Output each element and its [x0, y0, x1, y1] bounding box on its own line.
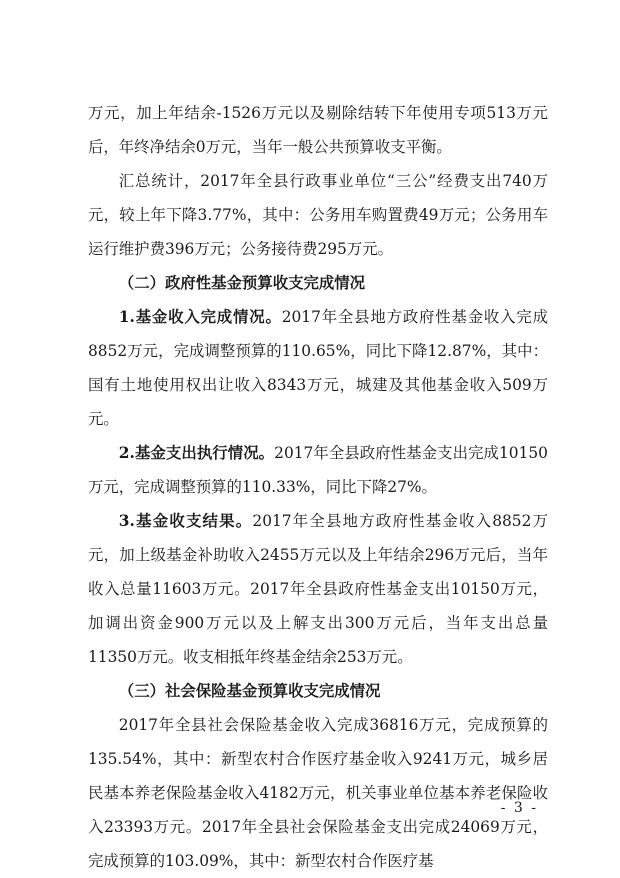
paragraph-text: 2017年全县政府性基金支出完成10150万元，完成调整预算的110.33%，同比下降27%。	[88, 444, 548, 496]
paragraph-fund-expenditure	[88, 436, 548, 504]
paragraph-text: 2017年全县地方政府性基金收入8852万元，加上级基金补助收入2455万元以及上年结余296万元后，当年收入总量11603万元。2017年全县政府性基金支出10150万元，加调出资金900万元以及上解支出300万元后，当年支出总量11350万元。收支相抵年终基金结余253万元。	[88, 512, 548, 666]
paragraph-lead: 1.基金收入完成情况。	[118, 308, 282, 326]
paragraph-carryover: 万元，加上年结余-1526万元以及剔除结转下年使用专项513万元后，年终净结余0万元，当年一般公共预算收支平衡。	[88, 104, 548, 156]
paragraph-lead: 3.基金收支结果。	[118, 512, 253, 530]
paragraph-text: 2017年全县地方政府性基金收入完成8852万元，完成调整预算的110.65%，同比下降12.87%，其中：国有土地使用权出让收入8343万元，城建及其他基金收入509万元。	[88, 308, 548, 428]
page-number: - 3 -	[500, 800, 538, 816]
document-body	[88, 96, 548, 878]
section-heading-social-insurance: （三）社会保险基金预算收支完成情况	[118, 682, 381, 700]
paragraph-social-insurance: 2017年全县社会保险基金收入完成36816万元，完成预算的135.54%，其中：新型农村合作医疗基金收入9241万元，城乡居民基本养老保险基金收入4182万元，机关事业单位基本养老保险收入23393万元。2017年全县社会保险基金支出完成24069万元，完成预算的103.09%，其中：新型农村合作医疗基	[88, 716, 548, 870]
paragraph-lead: 2.基金支出执行情况。	[118, 444, 275, 462]
paragraph-fund-income	[88, 300, 548, 436]
paragraph-fund-result	[88, 504, 548, 674]
section-heading-government-fund: （二）政府性基金预算收支完成情况	[118, 274, 366, 292]
paragraph-three-public-expenses: 汇总统计，2017年全县行政事业单位“三公”经费支出740万元，较上年下降3.77%，其中：公务用车购置费49万元；公务用车运行维护费396万元；公务接待费295万元。	[88, 172, 548, 258]
